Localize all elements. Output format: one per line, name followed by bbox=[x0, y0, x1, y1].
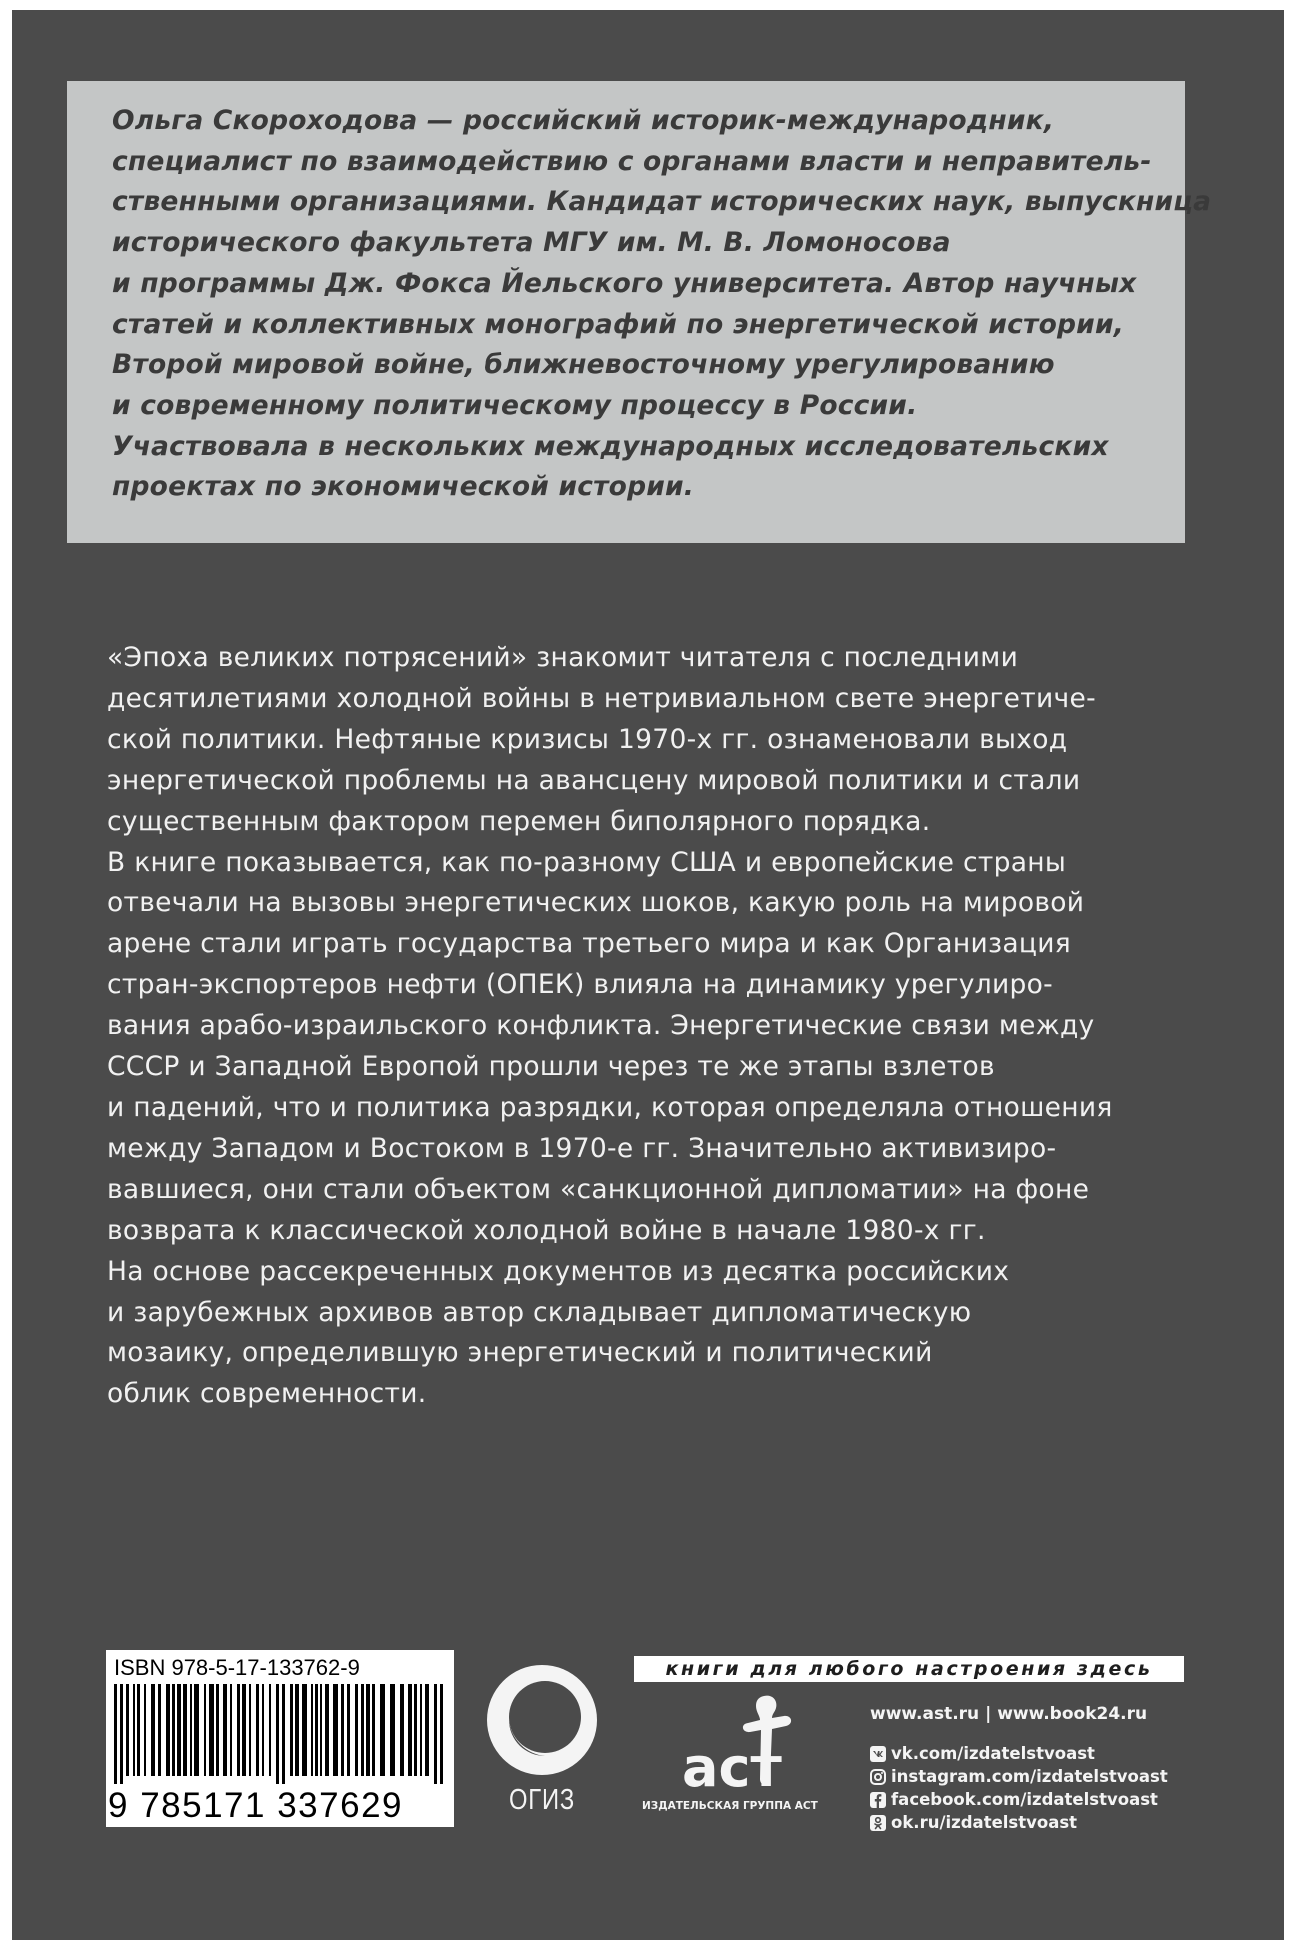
barcode-bar bbox=[311, 1684, 313, 1776]
social-row-vk bbox=[870, 1742, 1168, 1765]
barcode-bar bbox=[230, 1684, 232, 1776]
barcode-bar bbox=[302, 1684, 307, 1776]
publisher-websites: www.ast.ru | www.book24.ru bbox=[870, 1704, 1148, 1724]
author-bio-line: статей и коллективных монографий по энергетической истории, bbox=[112, 308, 1124, 340]
author-bio-line: Участвовала в нескольких международных исследовательских bbox=[112, 430, 1109, 462]
barcode-bar bbox=[216, 1684, 219, 1776]
barcode-digits: 9 785171 337629 bbox=[108, 1786, 403, 1825]
isbn-barcode bbox=[106, 1650, 454, 1827]
barcode-bar bbox=[361, 1684, 364, 1776]
social-row-ok bbox=[870, 1811, 1168, 1834]
description-line: десятилетиями холодной войны в нетривиальном свете энергетиче- bbox=[107, 682, 1096, 714]
barcode-bar bbox=[172, 1684, 175, 1776]
description-line: возврата к классической холодной войне в начале 1980-х гг. bbox=[107, 1214, 986, 1246]
barcode-bar bbox=[204, 1684, 206, 1776]
barcode-bar bbox=[183, 1684, 187, 1776]
barcode-bar bbox=[223, 1684, 227, 1776]
facebook-icon bbox=[870, 1792, 886, 1808]
barcode-bar bbox=[355, 1684, 358, 1776]
social-link[interactable]: facebook.com/izdatelstvoast bbox=[891, 1790, 1158, 1809]
description-line: облик современности. bbox=[107, 1378, 427, 1410]
barcode-bar bbox=[320, 1684, 322, 1776]
barcode-bar bbox=[282, 1684, 285, 1784]
description-line: «Эпоха великих потрясений» знакомит читателя с последними bbox=[107, 642, 1019, 673]
barcode-bar bbox=[425, 1684, 429, 1776]
description-line: вавшиеся, они стали объектом «санкционной дипломатии» на фоне bbox=[107, 1173, 1090, 1205]
barcode-bar bbox=[151, 1684, 155, 1776]
author-bio-line: Второй мировой войне, ближневосточному урегулированию bbox=[112, 349, 1055, 381]
ast-caption: ИЗДАТЕЛЬСКАЯ ГРУППА АСТ bbox=[642, 1800, 818, 1812]
barcode-bar bbox=[380, 1684, 385, 1776]
author-bio-line: проектах по экономической истории. bbox=[112, 471, 695, 503]
barcode-bar bbox=[341, 1684, 344, 1776]
barcode-bar bbox=[414, 1684, 417, 1776]
publisher-slogan: книги для любого настроения здесь bbox=[634, 1656, 1184, 1682]
barcode-bar bbox=[114, 1684, 117, 1784]
author-bio-line: Ольга Скороходова — российский историк-международник, bbox=[112, 105, 1055, 136]
book-description bbox=[107, 638, 1207, 1415]
ogiz-logo bbox=[482, 1660, 602, 1832]
social-link[interactable]: ok.ru/izdatelstvoast bbox=[891, 1813, 1078, 1832]
social-row-facebook bbox=[870, 1788, 1168, 1811]
barcode-bars bbox=[114, 1684, 446, 1784]
barcode-bar bbox=[276, 1684, 279, 1784]
back-cover bbox=[12, 10, 1284, 1940]
barcode-bar bbox=[194, 1684, 199, 1776]
barcode-bar bbox=[158, 1684, 161, 1776]
barcode-bar bbox=[420, 1684, 422, 1776]
author-bio-line: исторического факультета МГУ им. М. В. Ломоносова bbox=[112, 227, 951, 259]
barcode-bar bbox=[400, 1684, 404, 1776]
barcode-bar bbox=[408, 1684, 412, 1776]
author-bio-line: ственными организациями. Кандидат исторических наук, выпускница bbox=[112, 186, 1212, 218]
barcode-bar bbox=[366, 1684, 370, 1776]
description-line: ской политики. Нефтяные кризисы 1970-х гг. ознаменовали выход bbox=[107, 723, 1068, 755]
barcode-bar bbox=[315, 1684, 318, 1776]
description-line: и падений, что и политика разрядки, которая определяла отношения bbox=[107, 1091, 1113, 1123]
barcode-bar bbox=[372, 1684, 375, 1776]
author-bio-line: и современному политическому процессу в России. bbox=[112, 389, 918, 421]
ogiz-emblem-icon bbox=[482, 1660, 602, 1780]
description-line: отвечали на вызовы энергетических шоков, какую роль на мировой bbox=[107, 887, 1085, 919]
barcode-bar bbox=[166, 1684, 170, 1776]
barcode-bar bbox=[256, 1684, 259, 1776]
social-links bbox=[870, 1742, 1168, 1834]
description-line: вания арабо-израильского конфликта. Энергетические связи между bbox=[107, 1010, 1095, 1042]
barcode-bar bbox=[269, 1684, 271, 1776]
barcode-bar bbox=[177, 1684, 181, 1776]
social-row-instagram bbox=[870, 1765, 1168, 1788]
description-line: В книге показывается, как по-разному США и европейские страны bbox=[107, 846, 1067, 878]
barcode-bar bbox=[333, 1684, 338, 1776]
ast-logo-text: аст bbox=[682, 1736, 782, 1798]
barcode-bar bbox=[249, 1684, 251, 1776]
description-line: между Западом и Востоком в 1970-е гг. Значительно активизиро- bbox=[107, 1132, 1057, 1164]
ogiz-label: ОГИЗ bbox=[508, 1784, 576, 1816]
ast-logo bbox=[680, 1690, 810, 1798]
barcode-bar bbox=[190, 1684, 192, 1776]
author-bio-box bbox=[67, 81, 1212, 543]
description-line: мозаику, определившую энергетический и политический bbox=[107, 1337, 933, 1369]
instagram-icon bbox=[870, 1769, 886, 1785]
barcode-bar bbox=[390, 1684, 395, 1776]
barcode-bar bbox=[126, 1684, 129, 1776]
description-line: энергетической проблемы на авансцену мировой политики и стали bbox=[107, 764, 1081, 796]
author-bio-text bbox=[112, 101, 1212, 508]
author-bio-line: и программы Дж. Фокса Йельского университета. Автор научных bbox=[112, 267, 1137, 299]
social-link[interactable]: vk.com/izdatelstvoast bbox=[891, 1744, 1095, 1763]
barcode-bar bbox=[137, 1684, 140, 1776]
barcode-bar bbox=[347, 1684, 350, 1776]
description-line: существенным фактором перемен биполярного порядка. bbox=[107, 805, 931, 837]
description-line: арене стали играть государства третьего мира и как Организация bbox=[107, 928, 1072, 960]
barcode-bar bbox=[120, 1684, 123, 1784]
isbn-label: ISBN 978-5-17-133762-9 bbox=[114, 1655, 360, 1680]
description-line: и зарубежных архивов автор складывает дипломатическую bbox=[107, 1296, 972, 1328]
description-line: стран-экспортеров нефти (ОПЕК) влияла на динамику урегулиро- bbox=[107, 969, 1053, 1001]
barcode-bar bbox=[440, 1684, 443, 1784]
author-bio-line: специалист по взаимодействию с органами власти и неправитель- bbox=[112, 145, 1152, 177]
barcode-bar bbox=[262, 1684, 264, 1776]
barcode-bar bbox=[209, 1684, 214, 1776]
barcode-bar bbox=[325, 1684, 329, 1776]
barcode-bar bbox=[242, 1684, 246, 1776]
barcode-bar bbox=[237, 1684, 240, 1776]
barcode-bar bbox=[133, 1684, 135, 1776]
ok-icon bbox=[870, 1815, 886, 1831]
social-link[interactable]: instagram.com/izdatelstvoast bbox=[891, 1767, 1168, 1786]
barcode-bar bbox=[295, 1684, 299, 1776]
description-line: СССР и Западной Европой прошли через те же этапы взлетов bbox=[107, 1051, 995, 1083]
description-line: На основе рассекреченных документов из десятка российских bbox=[107, 1255, 1010, 1287]
barcode-bar bbox=[144, 1684, 146, 1776]
barcode-bar bbox=[434, 1684, 437, 1784]
barcode-bar bbox=[290, 1684, 293, 1776]
vk-icon bbox=[870, 1746, 886, 1762]
